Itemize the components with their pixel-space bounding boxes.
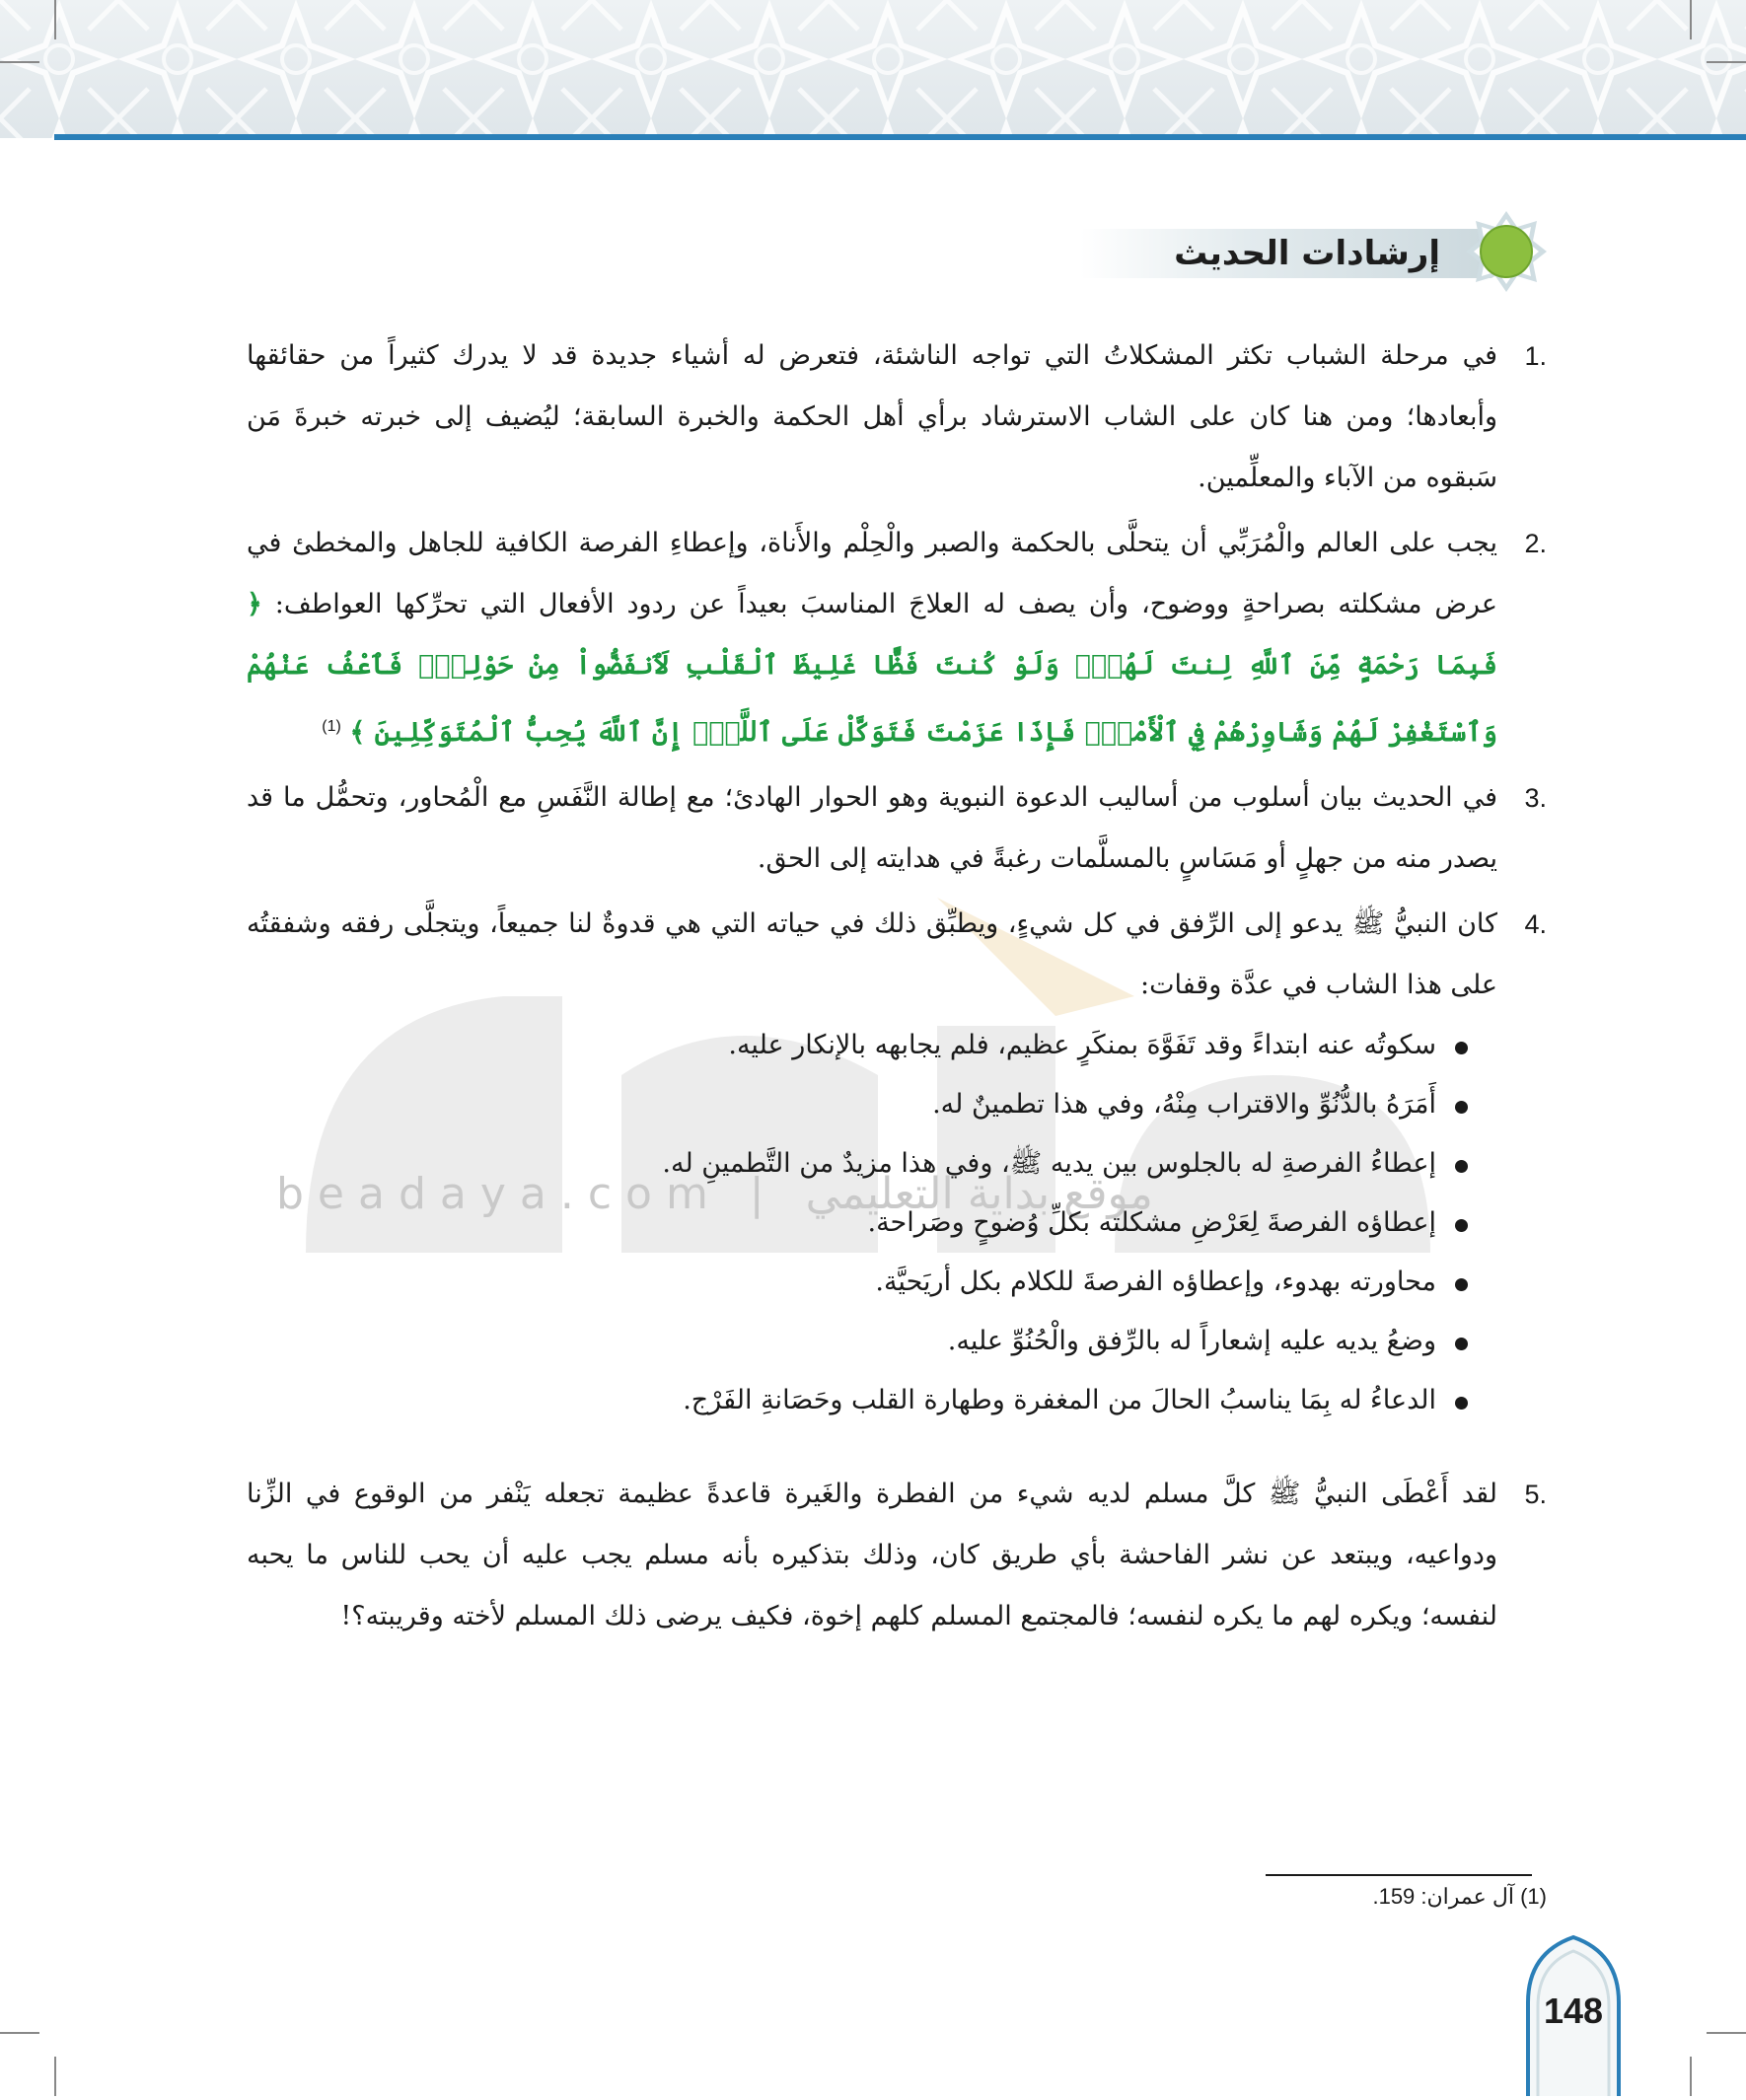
section-heading [1085,209,1549,294]
crop-mark [1690,2057,1692,2096]
item-number: 2. [1524,529,1547,558]
list-item: الدعاءُ له بِمَا يناسبُ الحالَ من المغفرة وطهارة القلب وحَصَانةِ الفَرْج. [247,1371,1468,1430]
section-title: إرشادات الحديث [1174,234,1440,273]
spacer [247,1434,1547,1464]
guidance-item-2 [247,513,1547,763]
geometric-pattern [0,0,1746,138]
item-number: 1. [1524,341,1547,371]
item-text: في مرحلة الشباب تكثر المشكلاتُ التي تواجه الناشئة، فتعرض له أشياء جديدة قد لا يدرك كثيراً من حقائقها وأبعادها؛ ومن هنا كان على الشاب الاسترشاد برأي أهل الحكمة والخبرة السابقة؛ ليُضيف إلى خبرته خبرةَ مَن سَبقوه من الآباء والمعلِّمين. [247,340,1497,493]
footnote-reference[interactable]: (1) [322,718,341,735]
item-text: يجب على العالم والْمُرَبِّي أن يتحلَّى بالحكمة والصبر والْحِلْم والأَناة، وإعطاءِ الفرصة الكافية للجاهل والمخطئ في عرض مشكلته بصراحةٍ ووضوح، وأن يصف له العلاجَ المناسبَ بعيداً عن ردود الأفعال التي تحرِّكها العواطف: [247,528,1497,619]
crop-mark [1707,61,1746,63]
crop-mark [1690,0,1692,39]
star-badge-icon [1464,209,1549,294]
guidance-item-5 [247,1464,1547,1647]
list-item: أَمَرَهُ بالدُّنُوِّ والاقتراب مِنْهُ، وفي هذا تطمينٌ له. [247,1075,1468,1134]
guidance-item-4 [247,894,1547,1430]
item-number: 4. [1524,909,1547,939]
crop-mark [0,61,39,63]
guidance-content [247,326,1547,1651]
header-rule [54,134,1746,140]
list-item: إعطاءُ الفرصةِ له بالجلوس بين يديه ﷺ، وفي هذا مزيدٌ من التَّطمينِ له. [247,1134,1468,1194]
crop-mark [1707,2032,1746,2034]
list-item: محاورته بهدوء، وإعطاؤه الفرصةَ للكلام بكل أريَحيَّة. [247,1253,1468,1312]
guidance-item-3 [247,767,1547,890]
crop-mark [54,0,56,39]
list-item: وضعُ يديه عليه إشعاراً له بالرِّفق والْحُنُوِّ عليه. [247,1312,1468,1371]
item-number: 5. [1524,1480,1547,1509]
stances-list [247,1016,1497,1430]
item-text: لقد أَعْطَى النبيُّ ﷺ كلَّ مسلم لديه شيء من الفطرة والغَيرة قاعدةً عظيمة تجعله يَنْفر من الوقوع في الزِّنا ودواعيه، ويبتعد عن نشر الفاحشة بأي طريق كان، وذلك بتذكيره بأنه مسلم يجب عليه أن يحب للناس ما يحبه لنفسه؛ ويكره لهم ما يكره لنفسه؛ فالمجتمع المسلم كلهم إخوة، فكيف يرضى ذلك المسلم لأخته وقريبته؟! [247,1479,1497,1631]
item-text: في الحديث بيان أسلوب من أساليب الدعوة النبوية وهو الحوار الهادئ؛ مع إطالة النَّفَسِ مع الْمُحاور، وتحمُّل ما قد يصدر منه من جهلٍ أو مَسَاسٍ بالمسلَّمات رغبةً في هدايته إلى الحق. [247,782,1497,874]
guidance-item-1 [247,326,1547,509]
watermark-text: beadaya.com | موقع بداية التعليمي [276,1169,1153,1219]
header-banner [0,0,1746,138]
page-number: 148 [1543,1991,1604,2031]
footnote-rule [1266,1874,1532,1876]
quran-verse: ﴿ فَبِمَا رَحْمَةٍ مِّنَ ٱللَّهِ لِنتَ لَهُمْۖ وَلَوْ كُنتَ فَظًّا غَلِيظَ ٱلْقَلْبِ لَٱنفَضُّواْ مِنْ حَوْلِكَۖ فَٱعْفُ عَنْهُمْ وَٱسْتَغْفِرْ لَهُمْ وَشَاوِرْهُمْ فِي ٱلْأَمْرِۖ فَإِذَا عَزَمْتَ فَتَوَكَّلْ عَلَى ٱللَّهِۚ إِنَّ ٱللَّهَ يُحِبُّ ٱلْمُتَوَكِّلِينَ ﴾ [247,589,1497,748]
list-item: سكوتُه عنه ابتداءً وقد تَفَوَّهَ بمنكَرٍ عظيم، فلم يجابهه بالإنكار عليه. [247,1016,1468,1075]
list-item: إعطاؤه الفرصةَ لِعَرْضِ مشكلته بكلِّ وُضوحٍ وصَراحة. [247,1194,1468,1253]
item-text: كان النبيُّ ﷺ يدعو إلى الرِّفق في كل شيءٍ، ويطبِّق ذلك في حياته التي هي قدوةٌ لنا جميعاً، ويتجلَّى رفقه وشفقتُه على هذا الشاب في عدَّة وقفات: [247,908,1497,1000]
footnote: (1) آل عمران: 159. [1372,1884,1547,1909]
crop-mark [0,2032,39,2034]
page-number-tab [1524,1933,1623,2096]
crop-mark [54,2057,56,2096]
item-number: 3. [1524,783,1547,813]
